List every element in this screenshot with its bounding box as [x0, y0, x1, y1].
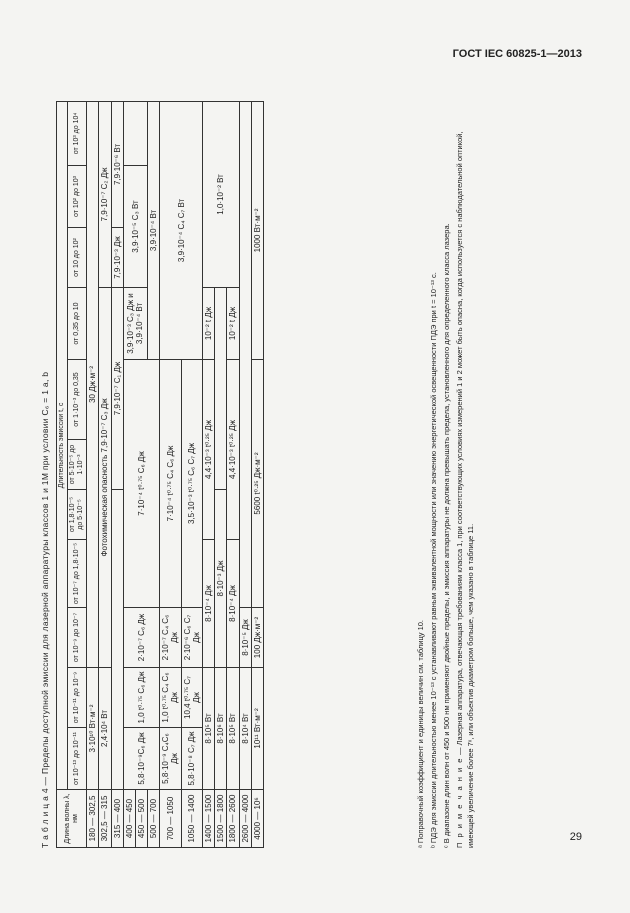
dur-2: от 10⁻⁹ до 10⁻⁷ — [68, 608, 87, 668]
remark — [455, 108, 477, 848]
value-cell: 7,9·10⁻⁷ C₁ Дж — [111, 288, 123, 490]
value-cell: 1,0·10⁻² Вт — [203, 101, 240, 287]
value-cell: 8·10⁻⁵ Дж — [239, 608, 251, 668]
document-code: ГОСТ IEC 60825-1—2013 — [452, 48, 582, 60]
page-number: 29 — [569, 831, 582, 843]
wl-cell: 180 — 302,5 — [87, 790, 99, 848]
value-cell: 7,9·10⁻⁷ C₂ Дж — [99, 101, 111, 287]
dur-7: от 0,35 до 10 — [68, 288, 87, 360]
value-cell: 10,4 t⁰·⁷⁵ C₇ Дж — [181, 668, 202, 728]
dur-9: от 10² до 10³ — [68, 166, 87, 228]
dur-6: от 1·10⁻³ до 0,35 — [68, 360, 87, 440]
value-cell: 3,5·10⁻³ t⁰·⁷⁵ C₆ C₇ Дж — [181, 360, 202, 608]
header-duration: Длительность эмиссии t, с — [57, 101, 68, 789]
value-cell: 3·10¹⁰ Вт·м⁻² — [87, 668, 99, 790]
note-b: ᵇ ПДЭ для эмиссии длительностью менее 10⁻¹³ с устанавливают равным эквивалентной мощности или значению энергетической освещенности ПДЭ при t = 10⁻¹³ с. — [428, 272, 438, 848]
value-cell: 10¹¹ Вт·м⁻² — [251, 668, 263, 790]
dur-1: от 10⁻¹¹ до 10⁻⁹ — [68, 668, 87, 728]
value-cell: Фотохимическая опасность 7,9·10⁻⁷ C₃ Дж — [99, 288, 111, 668]
value-cell: 3,9·10⁻⁵ C₃ Вт — [123, 166, 147, 288]
wl-cell: 1400 — 1500 — [203, 790, 215, 848]
wl-cell: 1800 — 2600 — [227, 790, 239, 848]
dur-4: от 1,8·10⁻⁵ до 5·10⁻⁵ — [68, 490, 87, 540]
value-cell: 2,4·10⁴ Вт — [99, 668, 111, 790]
value-cell: 3,9·10⁻³ C₃ Дж и 3,9·10⁻⁴ Вт — [123, 288, 147, 360]
dur-10: от 10³ до 10⁴ — [68, 101, 87, 165]
dur-3: от 10⁻⁷ до 1,8·10⁻⁵ — [68, 540, 87, 608]
dur-8: от 10 до 10² — [68, 228, 87, 288]
value-cell: 10⁻² t Дж — [203, 288, 215, 360]
value-cell: 3,9·10⁻⁴ C₄ C₇ Вт — [160, 101, 203, 359]
value-cell: 5600 t⁰·²⁵ Дж·м⁻² — [251, 360, 263, 608]
table-row — [160, 101, 181, 847]
table-row — [239, 101, 251, 847]
header-wavelength: Длина волны λ, нм — [57, 790, 87, 848]
value-cell: 4,4·10⁻³ t⁰·²⁵ Дж — [203, 360, 215, 540]
wl-cell: 400 — 450 — [123, 790, 135, 848]
emission-limits-table — [56, 101, 264, 848]
value-cell: 2·10⁻⁶ C₆ C₇ Дж — [181, 608, 202, 668]
note-a: ᵃ Поправочный коэффициент и единицы величин см. таблицу 10. — [416, 619, 425, 848]
value-cell: 2·10⁻⁷ C₄ C₆ Дж — [160, 608, 181, 668]
table-row — [123, 101, 135, 847]
value-cell: 1,0 t⁰·⁷⁵ C₄ C₆ Дж — [160, 668, 181, 728]
table-row — [87, 101, 99, 847]
value-cell: 8·10⁵ Вт — [203, 668, 215, 790]
wl-cell: 450 — 500 — [135, 790, 147, 848]
value-cell: 8·10⁻⁴ Дж — [203, 540, 215, 668]
remark-label: П р и м е ч а н и е — [454, 757, 464, 848]
dur-0: от 10⁻¹³ до 10⁻¹¹ — [68, 728, 87, 790]
value-cell: 7,9·10⁻³ Дж — [111, 228, 123, 288]
wl-cell: 315 — 400 — [111, 790, 123, 848]
wl-cell: 302,5 — 315 — [99, 790, 111, 848]
value-cell: 100 Дж·м⁻² — [251, 608, 263, 668]
table-row — [251, 101, 263, 847]
wl-cell: 2600 — 4000 — [239, 790, 251, 848]
value-cell: 1,0 t⁰·⁷⁵ C₆ Дж — [123, 668, 160, 728]
wl-cell: 4000 — 10⁶ — [251, 790, 263, 848]
note-c: ᶜ В диапазоне длин волн от 450 и 500 нм применяют двойные пределы, и эмиссия аппаратуры не должна превышать предела, установленного для определенного класса лазера. — [441, 223, 451, 848]
table-row — [111, 101, 123, 847]
value-cell: 5,8·10⁻⁹C₆ Дж — [123, 728, 160, 790]
value-cell: 7·10⁻⁴ t⁰·⁷⁵ C₆ Дж — [123, 360, 160, 608]
wl-cell: 1500 — 1800 — [215, 790, 227, 848]
value-cell: 7·10⁻⁴ t⁰·⁷⁵ C₄ C₆ Дж — [160, 360, 181, 608]
table-row — [99, 101, 111, 847]
wl-cell: 1050 — 1400 — [181, 790, 202, 848]
value-cell: 30 Дж·м⁻² — [87, 101, 99, 667]
remark-text: — Лазерная аппаратура, отвечающая требованиям класса 1, при соответствующих условиях измерений 1 и 2 может быть опасна, когда используется с наблюдательной оптикой, имеющей увеличение более 7ˣ, или объектив диаметром больше, чем указано в таблице 11. — [454, 131, 475, 848]
table-caption: Т а б л и ц а 4 — Пределы доступной эмиссии для лазерной аппаратуры классов 1 и 1М при условии C₆ = 1 a, b — [40, 371, 50, 848]
table-notes — [416, 108, 478, 848]
value-cell: 8·10⁵ Вт — [227, 668, 239, 790]
value-cell: 8·10⁻⁴ Дж — [227, 540, 239, 668]
value-cell: 3,9·10⁻⁴ Вт — [148, 101, 160, 359]
value-cell: 10⁻² t Дж — [227, 288, 239, 360]
value-cell: 8·10⁶ Вт — [215, 668, 227, 790]
dur-5: от 5·10⁻⁵ до 1·10⁻³ — [68, 440, 87, 490]
value-cell: 7,9·10⁻⁶ Вт — [111, 101, 123, 227]
value-cell: 8·10⁴ Вт — [239, 668, 251, 790]
value-cell: 1000 Вт·м⁻² — [251, 101, 263, 359]
value-cell: 8·10⁻³ Дж — [215, 490, 227, 668]
value-cell: 4,4·10⁻³ t⁰·²⁵ Дж — [227, 360, 239, 540]
wl-cell: 500 — 700 — [148, 790, 160, 848]
rotated-table-page — [36, 102, 566, 848]
value-cell: 2·10⁻⁷ C₆ Дж — [123, 608, 160, 668]
table-row — [203, 101, 215, 847]
value-cell: 5,8·10⁻⁸ C₇ Дж — [181, 728, 202, 790]
wl-cell: 700 — 1050 — [160, 790, 181, 848]
value-cell: 5,8·10⁻⁹ C₄C₆ Дж — [160, 728, 181, 790]
